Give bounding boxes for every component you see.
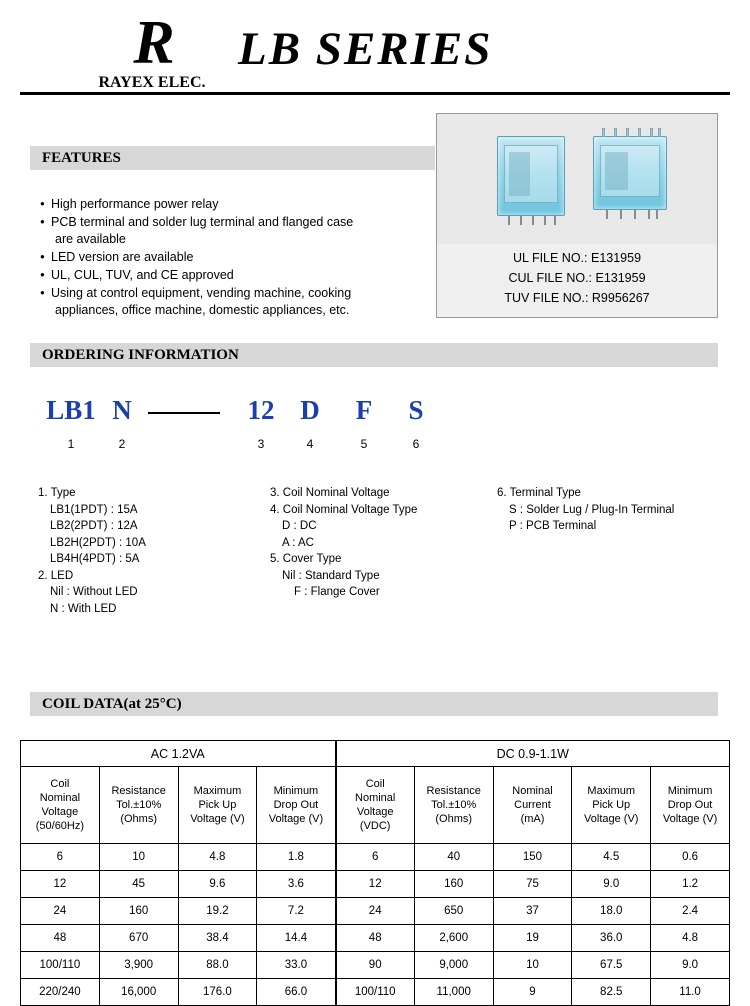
feature-text-cont: appliances, office machine, domestic appliances, etc. (55, 303, 350, 317)
legend-line: F : Flange Cover (294, 586, 380, 598)
feature-text: LED version are available (51, 250, 194, 264)
list-item (40, 214, 440, 248)
cell: 7.2 (257, 898, 336, 925)
coil-data-table (20, 740, 730, 1006)
legend-line: P : PCB Terminal (509, 520, 597, 532)
header-label: Minimum Drop Out Voltage (V) (662, 785, 718, 825)
table-header-row (21, 767, 730, 844)
table-body (21, 844, 730, 1006)
col-dc-resistance (414, 767, 493, 844)
coil-data-section-title: COIL DATA(at 25°C) (30, 692, 718, 716)
cell: 37 (493, 898, 572, 925)
list-item (40, 285, 440, 319)
cell: 67.5 (572, 952, 651, 979)
tuv-file-number: TUV FILE NO.: R9956267 (504, 291, 650, 305)
ordering-section-title: ORDERING INFORMATION (30, 343, 718, 367)
cell: 12 (21, 871, 100, 898)
table-row (21, 898, 730, 925)
col-dc-pickup (572, 767, 651, 844)
cell: 40 (414, 844, 493, 871)
cell: 100/110 (21, 952, 100, 979)
cell: 160 (99, 898, 178, 925)
cell: 18.0 (572, 898, 651, 925)
code-part-type: LB1 (46, 395, 96, 425)
legend-line: LB2(2PDT) : 12A (50, 520, 138, 532)
cell: 9.0 (572, 871, 651, 898)
cell: 4.5 (572, 844, 651, 871)
cell: 16,000 (99, 979, 178, 1006)
cell: 48 (21, 925, 100, 952)
code-part-terminal-type: S (408, 395, 424, 425)
cell: 670 (99, 925, 178, 952)
relay-internal-detail (600, 145, 660, 197)
features-list (40, 196, 440, 320)
list-item (40, 196, 440, 213)
legend-line: LB2H(2PDT) : 10A (50, 536, 146, 549)
cell: 2.4 (651, 898, 730, 925)
feature-text: UL, CUL, TUV, and CE approved (51, 268, 234, 282)
cell: 24 (21, 898, 100, 925)
cell: 10 (493, 952, 572, 979)
legend-line: A : AC (282, 536, 314, 549)
relay-image-right (593, 136, 667, 210)
list-item (40, 267, 440, 284)
cell: 90 (336, 952, 415, 979)
table-row (21, 925, 730, 952)
product-photo (437, 114, 717, 244)
ordering-legend-column-3 (497, 485, 717, 535)
code-index-6: 6 (412, 437, 420, 451)
header-label: Coil Nominal Voltage (50/60Hz) (35, 778, 85, 832)
cell: 2,600 (414, 925, 493, 952)
cell: 0.6 (651, 844, 730, 871)
legend-line: 2. LED (38, 569, 74, 582)
group-header-ac: AC 1.2VA (21, 741, 336, 767)
code-part-voltage-type: D (300, 395, 320, 425)
ordering-legend-column-2 (270, 485, 480, 601)
logo-mark-icon: R (133, 9, 171, 77)
cell: 19.2 (178, 898, 257, 925)
cell: 12 (336, 871, 415, 898)
legend-line: Nil : Without LED (50, 586, 138, 598)
col-ac-coil-voltage (21, 767, 100, 844)
cell: 33.0 (257, 952, 336, 979)
relay-internal-detail (504, 145, 558, 203)
legend-line: 3. Coil Nominal Voltage (270, 487, 390, 499)
company-logo (62, 9, 242, 92)
table-row (21, 844, 730, 871)
relay-image-left (497, 136, 565, 216)
cell: 9.0 (651, 952, 730, 979)
feature-text: High performance power relay (51, 197, 219, 211)
code-part-cover-type: F (355, 395, 373, 425)
cul-file-number: CUL FILE NO.: E131959 (508, 271, 646, 285)
table-row (21, 979, 730, 1006)
cell: 220/240 (21, 979, 100, 1006)
cell: 14.4 (257, 925, 336, 952)
legend-line: 5. Cover Type (270, 553, 342, 565)
relay-pins-right (602, 209, 658, 219)
col-ac-resistance (99, 767, 178, 844)
ul-file-number: UL FILE NO.: E131959 (512, 251, 642, 265)
cell: 3,900 (99, 952, 178, 979)
cell: 160 (414, 871, 493, 898)
cell: 176.0 (178, 979, 257, 1006)
cell: 6 (336, 844, 415, 871)
table-group-header-row (21, 741, 730, 767)
legend-line: 6. Terminal Type (497, 487, 581, 499)
code-part-led: N (112, 395, 132, 425)
legend-line: 4. Coil Nominal Voltage Type (270, 503, 418, 516)
feature-text-cont: are available (55, 232, 126, 246)
cell: 1.8 (257, 844, 336, 871)
header-divider (20, 92, 730, 95)
legend-line: N : With LED (50, 602, 117, 615)
legend-line: LB4H(4PDT) : 5A (50, 553, 140, 565)
cell: 9.6 (178, 871, 257, 898)
header-label: Coil Nominal Voltage (VDC) (355, 778, 396, 832)
header-label: Resistance Tol.±10% (Ohms) (426, 785, 481, 825)
cell: 48 (336, 925, 415, 952)
code-index-3: 3 (257, 437, 265, 451)
cell: 4.8 (178, 844, 257, 871)
cell: 45 (99, 871, 178, 898)
feature-text: PCB terminal and solder lug terminal and flanged case (51, 215, 354, 229)
cell: 88.0 (178, 952, 257, 979)
product-photo-box (436, 113, 718, 318)
header-label: Maximum Pick Up Voltage (V) (190, 785, 245, 825)
company-name: RAYEX ELEC. (98, 74, 206, 91)
code-dash (148, 412, 220, 414)
feature-text: Using at control equipment, vending machine, cooking (51, 286, 352, 300)
relay-pins-left (506, 215, 556, 225)
cell: 9,000 (414, 952, 493, 979)
cell: 9 (493, 979, 572, 1006)
table-row (21, 952, 730, 979)
ordering-legend-column-1 (38, 485, 238, 617)
cell: 82.5 (572, 979, 651, 1006)
header-label: Resistance Tol.±10% (Ohms) (111, 785, 166, 825)
cell: 24 (336, 898, 415, 925)
table-row (21, 871, 730, 898)
col-dc-coil-voltage (336, 767, 415, 844)
page-title: LB SERIES (238, 23, 493, 75)
header-label: Minimum Drop Out Voltage (V) (268, 785, 324, 825)
cell: 75 (493, 871, 572, 898)
cell: 3.6 (257, 871, 336, 898)
cell: 66.0 (257, 979, 336, 1006)
code-index-2: 2 (118, 437, 126, 451)
legend-line: S : Solder Lug / Plug-In Terminal (509, 503, 675, 516)
legend-line: LB1(1PDT) : 15A (50, 503, 138, 516)
certification-file-numbers (437, 248, 717, 308)
cell: 1.2 (651, 871, 730, 898)
cell: 10 (99, 844, 178, 871)
cell: 100/110 (336, 979, 415, 1006)
cell: 4.8 (651, 925, 730, 952)
col-ac-pickup (178, 767, 257, 844)
col-ac-dropout (257, 767, 336, 844)
cell: 650 (414, 898, 493, 925)
col-dc-nominal-current (493, 767, 572, 844)
legend-line: 1. Type (38, 487, 76, 499)
code-part-voltage: 12 (247, 395, 275, 425)
cell: 38.4 (178, 925, 257, 952)
list-item (40, 249, 440, 266)
ordering-code-diagram (0, 395, 750, 455)
header-label: Nominal Current (mA) (512, 785, 553, 825)
cell: 19 (493, 925, 572, 952)
cell: 11,000 (414, 979, 493, 1006)
col-dc-dropout (651, 767, 730, 844)
cell: 150 (493, 844, 572, 871)
page-header (0, 0, 750, 96)
cell: 11.0 (651, 979, 730, 1006)
code-index-4: 4 (306, 437, 314, 451)
cell: 6 (21, 844, 100, 871)
header-label: Maximum Pick Up Voltage (V) (584, 785, 639, 825)
relay-terminals-top (600, 128, 660, 137)
legend-line: D : DC (282, 520, 317, 532)
legend-line: Nil : Standard Type (282, 569, 380, 582)
code-index-5: 5 (360, 437, 368, 451)
group-header-dc: DC 0.9-1.1W (336, 741, 730, 767)
features-section-title: FEATURES (30, 146, 435, 170)
code-index-1: 1 (67, 437, 75, 451)
cell: 36.0 (572, 925, 651, 952)
